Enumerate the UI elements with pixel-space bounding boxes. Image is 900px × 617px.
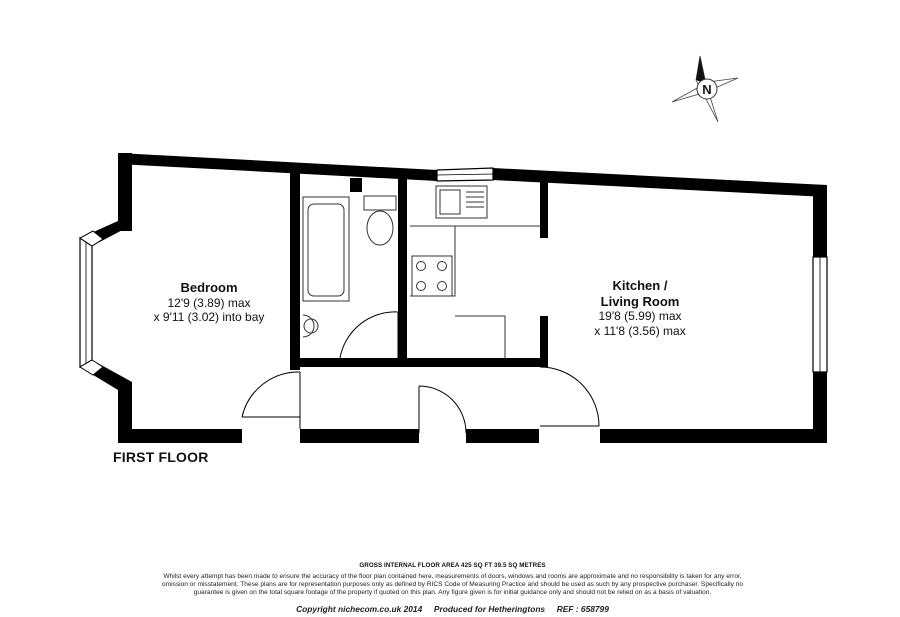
wall-kitchen-bottom <box>407 358 547 367</box>
north-arrow-icon <box>672 56 738 122</box>
gross-area: GROSS INTERNAL FLOOR AREA 425 SQ FT 39.5 SQ METRES <box>359 562 546 569</box>
bathtub-inner <box>308 204 344 296</box>
wall-bottom-1 <box>118 429 242 443</box>
wall-bedroom-bathroom <box>290 170 300 370</box>
kitchen-dimension-1: 19'8 (5.99) max <box>598 309 682 324</box>
wall-kitchen-divider-upper <box>540 180 548 238</box>
wall-top-left <box>118 153 437 181</box>
washbasin <box>303 315 314 337</box>
toilet-cistern <box>364 196 396 210</box>
disclaimer-line-3: guarantee is given on the total square footage of the property if quoted on this plan. Any figure given is for initial guidance only and should not be relied on as a basis of valuation. <box>193 589 712 597</box>
wall-kitchen-divider-lower <box>540 316 548 367</box>
wall-bottom-3 <box>466 429 539 443</box>
kitchen-dimension-2: x 11'8 (3.56) max <box>594 323 686 338</box>
copyright: Copyright nichecom.co.uk 2014 Produced for Hetheringtons REF : 658799 <box>296 603 609 614</box>
bathroom-fixtures <box>303 196 396 337</box>
wall-right-upper <box>813 185 827 257</box>
kitchen-name-line-2: Living Room <box>600 293 680 309</box>
floor-label: FIRST FLOOR <box>113 449 209 465</box>
door-bedroom-swing <box>242 372 300 417</box>
disclaimer-line-1: Whilst every attempt has been made to ensure the accuracy of the floor plan contained here, measurements of doors, windows and rooms are approximate and no responsibility is taken for any error, <box>163 573 742 580</box>
wall-bottom-2 <box>300 429 419 443</box>
wall-left-upper <box>118 153 132 231</box>
wall-bathroom-kitchen <box>398 176 407 366</box>
door-kitchen-swing <box>540 367 599 426</box>
bedroom-dimension-1: 12'9 (3.89) max <box>167 295 251 310</box>
bathtub <box>303 197 349 301</box>
footer <box>105 562 800 614</box>
kitchen-label <box>565 278 715 338</box>
bedroom-label <box>124 280 294 324</box>
door-bathroom-swing <box>340 312 398 358</box>
kitchen-fixtures <box>410 186 540 358</box>
wall-bottom-4 <box>600 429 827 443</box>
door-entrance-swing <box>419 386 466 433</box>
disclaimer-line-2: omission or misstatement. These plans are for representation purposes only as defined by RICS Code of Measuring Practice and should be used as such by any prospective purchaser. Specifically no <box>161 581 744 589</box>
bedroom-name: Bedroom <box>180 280 238 295</box>
wall-bathroom-bottom <box>290 358 408 367</box>
compass-label: N <box>702 82 712 97</box>
wall-stub <box>350 178 362 192</box>
sink-bowl <box>440 190 460 214</box>
toilet-bowl <box>367 211 393 245</box>
bedroom-dimension-2: x 9'11 (3.02) into bay <box>153 309 265 324</box>
windows <box>80 168 827 375</box>
kitchen-name-line-1: Kitchen / <box>612 278 668 293</box>
